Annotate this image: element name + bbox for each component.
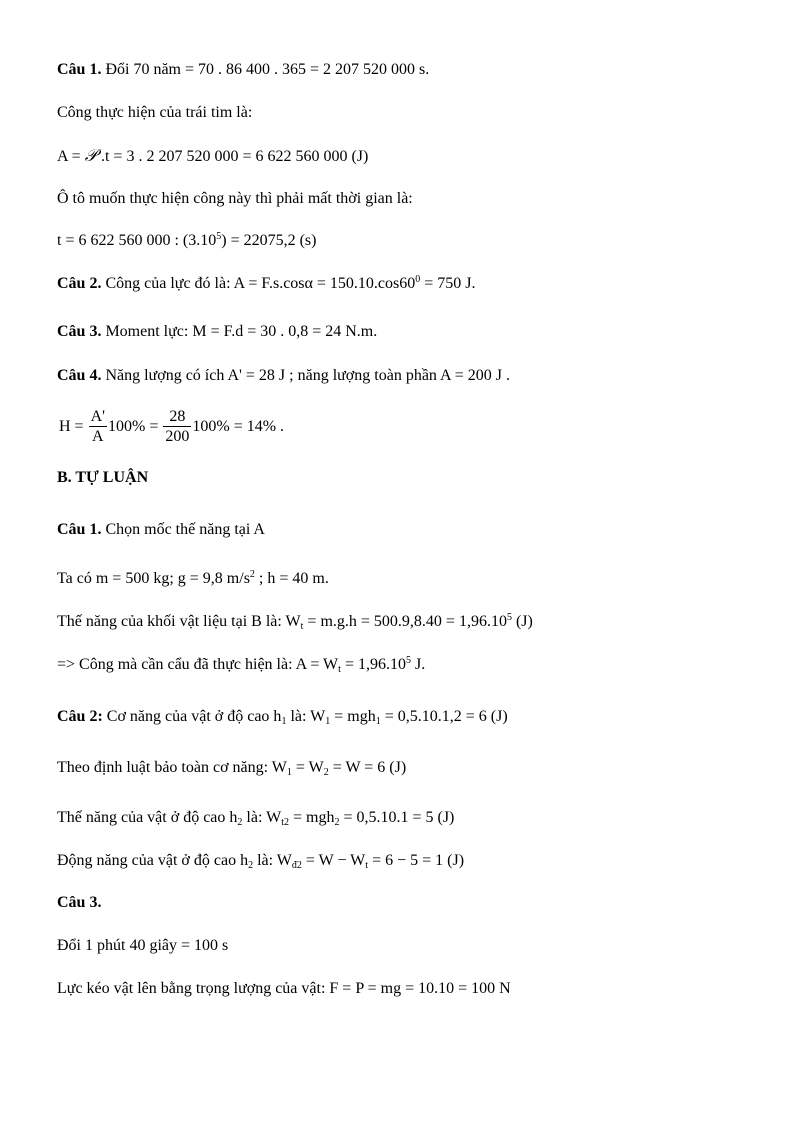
line-text: Công thực hiện của trái tim là: xyxy=(57,104,253,121)
line-text: (J) xyxy=(511,613,533,630)
fraction-1 xyxy=(89,407,107,446)
line-text: = m.g.h = 500.9,8.40 = 1,96.10 xyxy=(303,613,507,630)
line-2 xyxy=(57,103,252,123)
efficiency-formula xyxy=(59,407,284,446)
subscript: 1 xyxy=(281,716,287,727)
line-text: Năng lượng có ích A' = 28 J ; năng lượng toàn phần A = 200 J . xyxy=(101,367,510,384)
line-text: = W xyxy=(291,759,324,776)
heading-text: B. TỰ LUẬN xyxy=(57,469,149,486)
line-text: = 0,5.10.1 = 5 (J) xyxy=(339,809,455,826)
numerator: A' xyxy=(90,408,106,425)
superscript: 5 xyxy=(405,655,411,666)
line-4 xyxy=(57,189,413,209)
formula-lhs: H = xyxy=(59,417,84,435)
line-14 xyxy=(57,655,425,675)
line-12 xyxy=(57,569,329,589)
subscript: t xyxy=(338,664,341,675)
line-text: = 1,96.10 xyxy=(340,656,406,673)
line-text: Moment lực: M = F.d = 30 . 0,8 = 24 N.m. xyxy=(101,323,378,340)
line-text: là: W xyxy=(253,852,292,869)
subscript: 2 xyxy=(323,767,329,778)
line-text: = W = 6 (J) xyxy=(328,759,407,776)
line-text: = 0,5.10.1,2 = 6 (J) xyxy=(380,708,508,725)
line-text: Đổi 70 năm = 70 . 86 400 . 365 = 2 207 520 000 s. xyxy=(101,61,430,78)
line-13 xyxy=(57,612,533,632)
line-17 xyxy=(57,808,454,828)
line-19 xyxy=(57,893,101,913)
line-16 xyxy=(57,758,406,778)
line-text: Cơ năng của vật ở độ cao h xyxy=(102,708,282,725)
subscript: 1 xyxy=(325,716,331,727)
line-text: => Công mà cần cẩu đã thực hiện là: A = W xyxy=(57,656,339,673)
line-text: Chọn mốc thế năng tại A xyxy=(101,521,265,538)
line-text: là: W xyxy=(286,708,326,725)
superscript: 0 xyxy=(415,274,421,285)
question-label: Câu 3. xyxy=(57,323,102,340)
subscript: t xyxy=(300,621,304,632)
question-label: Câu 4. xyxy=(57,367,102,384)
line-text: J. xyxy=(410,656,426,673)
line-text: t = 6 622 560 000 : (3.10 xyxy=(57,232,217,249)
formula-mid: 100% = xyxy=(108,417,159,435)
subscript: 1 xyxy=(375,716,381,727)
power-symbol: 𝒫 xyxy=(84,146,97,166)
line-text: = 750 J. xyxy=(420,275,476,292)
superscript: 5 xyxy=(506,612,512,623)
line-text: .t = 3 . 2 207 520 000 = 6 622 560 000 (J) xyxy=(96,148,369,165)
line-5 xyxy=(57,231,316,251)
subscript: t2 xyxy=(281,817,289,828)
question-label: Câu 2. xyxy=(57,275,102,292)
line-20 xyxy=(57,936,228,956)
section-heading xyxy=(57,468,148,488)
denominator: A xyxy=(92,428,104,445)
subscript: 2 xyxy=(248,860,254,871)
question-label: Câu 2: xyxy=(57,708,103,725)
question-label: Câu 1. xyxy=(57,521,102,538)
line-text: = 6 − 5 = 1 (J) xyxy=(368,852,465,869)
line-text: Động năng của vật ở độ cao h xyxy=(57,852,249,869)
line-text: = W − W xyxy=(301,852,366,869)
superscript: 2 xyxy=(249,569,255,580)
line-text: = mgh xyxy=(330,708,376,725)
line-text: Lực kéo vật lên bằng trọng lượng của vật: F = P = mg = 10.10 = 100 N xyxy=(57,980,511,997)
line-18 xyxy=(57,851,464,871)
line-text: ) = 22075,2 (s) xyxy=(221,232,317,249)
subscript: đ2 xyxy=(291,860,302,871)
line-6 xyxy=(57,274,476,294)
line-text: A = xyxy=(57,148,85,165)
line-8 xyxy=(57,366,510,386)
superscript: 5 xyxy=(216,231,222,242)
question-label: Câu 1. xyxy=(57,61,102,78)
subscript: t xyxy=(365,860,369,871)
line-text: là: W xyxy=(242,809,282,826)
line-text: Đổi 1 phút 40 giây = 100 s xyxy=(57,937,229,954)
line-text: Thế năng của vật ở độ cao h xyxy=(57,809,238,826)
line-text: Thế năng của khối vật liệu tại B là: W xyxy=(57,613,301,630)
line-text: Ta có m = 500 kg; g = 9,8 m/s xyxy=(57,570,250,587)
line-text: ; h = 40 m. xyxy=(254,570,329,587)
line-text: = mgh xyxy=(288,809,335,826)
subscript: 2 xyxy=(237,817,243,828)
line-15 xyxy=(57,707,508,727)
subscript: 2 xyxy=(334,817,340,828)
subscript: 1 xyxy=(286,767,292,778)
line-21 xyxy=(57,979,511,999)
line-11 xyxy=(57,520,265,540)
question-label: Câu 3. xyxy=(57,894,102,911)
line-text: Theo định luật bảo toàn cơ năng: W xyxy=(57,759,287,776)
numerator: 28 xyxy=(163,407,191,427)
line-3 xyxy=(57,146,368,167)
line-7 xyxy=(57,322,377,342)
line-text: Công của lực đó là: A = F.s.cosα = 150.10.cos60 xyxy=(101,275,416,292)
fraction-2 xyxy=(163,407,191,446)
line-text: Ô tô muốn thực hiện công này thì phải mất thời gian là: xyxy=(57,190,413,207)
denominator: 200 xyxy=(165,428,190,445)
line-1 xyxy=(57,60,429,80)
formula-end: 100% = 14% . xyxy=(192,417,285,435)
